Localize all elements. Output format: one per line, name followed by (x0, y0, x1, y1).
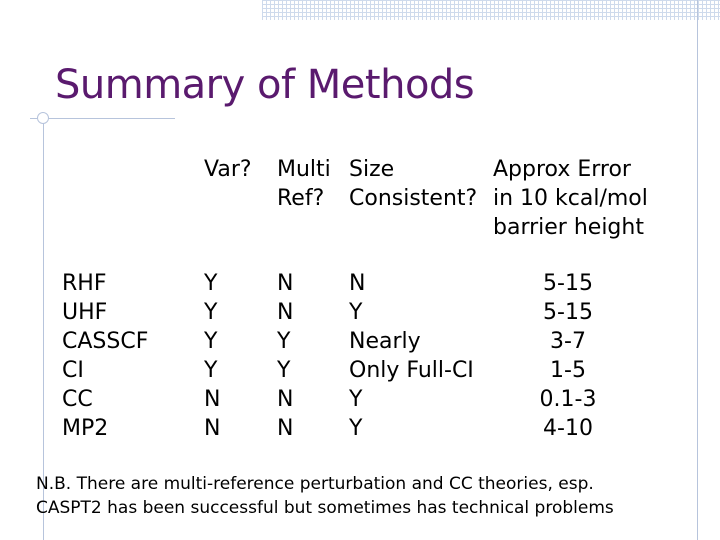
cell-method: CASSCF (62, 329, 149, 354)
title-underline-rule (30, 118, 175, 119)
cell-multi: Y (277, 329, 291, 354)
cell-var: Y (204, 271, 218, 296)
footnote (36, 472, 706, 520)
column-var (204, 269, 220, 443)
right-vertical-rule (697, 0, 698, 540)
bullet-circle-icon (37, 112, 49, 124)
header-error-line-1: Approx Error (493, 157, 631, 182)
header-approx-error (493, 155, 648, 242)
cell-method: CI (62, 358, 84, 383)
column-method (62, 269, 148, 443)
cell-error: 5-15 (543, 271, 593, 296)
cell-var: N (204, 416, 221, 441)
footnote-line-2: CASPT2 has been successful but sometimes has technical problems (36, 498, 614, 518)
cell-size: Y (349, 300, 363, 325)
cell-multi: N (277, 300, 294, 325)
cell-multi: N (277, 271, 294, 296)
cell-var: Y (204, 358, 218, 383)
cell-var: N (204, 387, 221, 412)
cell-var: Y (204, 300, 218, 325)
cell-multi: N (277, 416, 294, 441)
cell-method: RHF (62, 271, 107, 296)
column-approx-error (493, 269, 643, 443)
cell-method: CC (62, 387, 93, 412)
cell-method: UHF (62, 300, 108, 325)
header-size-line-1: Size (349, 157, 395, 182)
cell-size: Y (349, 416, 363, 441)
header-var-line: Var? (204, 157, 252, 182)
header-multi-line-2: Ref? (277, 186, 325, 211)
cell-multi: N (277, 387, 294, 412)
header-var (204, 155, 252, 184)
cell-error: 4-10 (543, 416, 593, 441)
header-size-line-2: Consistent? (349, 186, 478, 211)
cell-error: 5-15 (543, 300, 593, 325)
footnote-line-1: N.B. There are multi-reference perturbation and CC theories, esp. (36, 474, 594, 494)
cell-error: 3-7 (550, 329, 586, 354)
column-size-consistent (349, 269, 474, 443)
page-title: Summary of Methods (55, 62, 475, 108)
header-multi-line-1: Multi (277, 157, 331, 182)
header-multi-ref (277, 155, 331, 213)
header-error-line-3: barrier height (493, 215, 644, 240)
cell-size: N (349, 271, 366, 296)
header-size-consistent (349, 155, 477, 213)
cell-size: Y (349, 387, 363, 412)
cell-multi: Y (277, 358, 291, 383)
cell-var: Y (204, 329, 218, 354)
header-grid-decoration (262, 0, 720, 20)
cell-error: 1-5 (550, 358, 586, 383)
cell-method: MP2 (62, 416, 109, 441)
cell-size: Only Full-CI (349, 358, 474, 383)
column-multi-ref (277, 269, 293, 443)
header-error-line-2: in 10 kcal/mol (493, 186, 648, 211)
cell-size: Nearly (349, 329, 421, 354)
cell-error: 0.1-3 (539, 387, 597, 412)
